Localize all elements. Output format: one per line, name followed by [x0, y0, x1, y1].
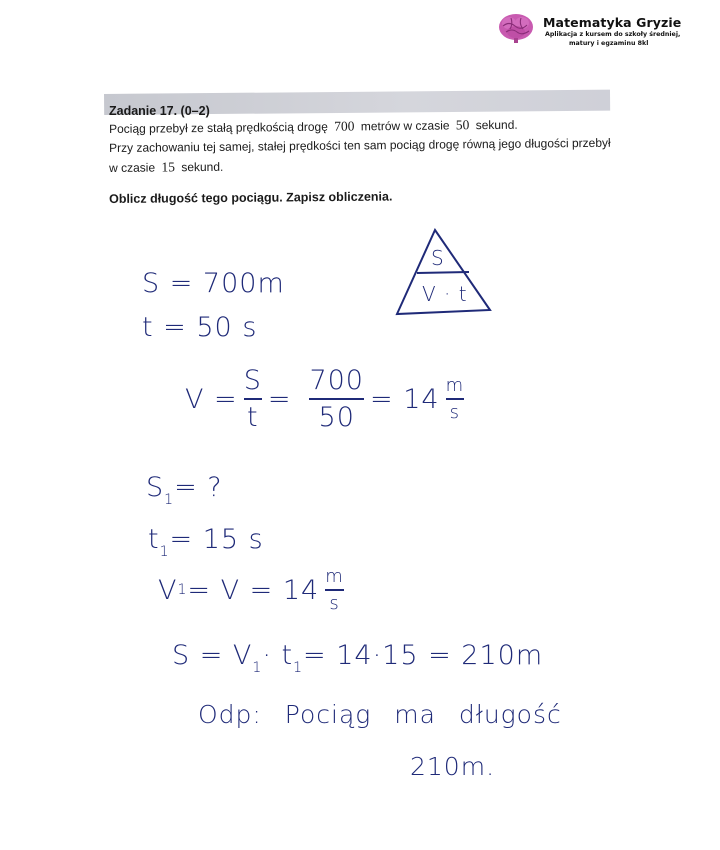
denominator: s: [329, 593, 340, 614]
text: =: [267, 383, 292, 415]
given-distance: S = 700m: [142, 268, 285, 299]
text: sekund.: [475, 117, 518, 133]
app-logo: [497, 12, 707, 52]
problem-line-1: [109, 117, 518, 137]
velocity-equation: [185, 365, 470, 433]
text: = 15 s: [169, 524, 264, 555]
numerator: 700: [309, 365, 364, 396]
denominator: 50: [318, 402, 355, 433]
numerator: S: [243, 365, 262, 396]
text: = V = 14: [187, 574, 320, 606]
task-title: Zadanie 17. (0–2): [109, 104, 210, 118]
distance-value: 700: [334, 118, 355, 134]
instruction: Oblicz długość tego pociągu. Zapisz obliczenia.: [109, 189, 393, 206]
triangle-top: S: [431, 246, 445, 270]
time-value-2: 15: [161, 159, 176, 175]
subscript: 1: [164, 492, 175, 508]
text: = ?: [174, 472, 223, 503]
brand-subtitle: Aplikacja z kursem do szkoły średniej,: [545, 31, 681, 38]
text: metrów w czasie: [360, 118, 450, 134]
numerator: m: [325, 566, 344, 587]
denominator: t: [246, 402, 259, 433]
unknown-distance: [146, 472, 223, 508]
fraction: [309, 365, 364, 433]
text: = 14·15 = 210m: [303, 640, 544, 671]
brand-name: Matematyka Gryzie: [543, 15, 682, 30]
subscript: 1: [177, 582, 188, 598]
text: t: [148, 524, 160, 555]
brain-icon: [497, 12, 535, 44]
given-velocity-2: [158, 566, 350, 614]
subscript: 1: [159, 544, 170, 560]
fraction: [244, 365, 262, 433]
final-calculation: [172, 640, 543, 676]
subscript: 1: [252, 660, 263, 676]
text: V =: [185, 383, 238, 415]
answer-line-1: Odp: Pociąg ma długość: [198, 700, 562, 729]
text: S: [146, 472, 165, 503]
brand-subtitle-2: matury i egzaminu 8kl: [569, 40, 649, 47]
text: Pociąg przebył ze stałą prędkością drogę: [109, 119, 328, 136]
text: w czasie: [109, 160, 156, 175]
numerator: m: [445, 375, 465, 396]
time-value: 50: [455, 117, 470, 133]
triangle-bottom: V · t: [422, 282, 468, 306]
problem-line-3: [109, 159, 223, 176]
denominator: s: [449, 402, 461, 423]
problem-line-2: Przy zachowaniu tej samej, stałej prędkości ten sam pociąg drogę równą jego długości przebył: [109, 135, 611, 155]
text: S = V: [172, 640, 253, 671]
text: · t: [262, 640, 294, 671]
given-time-2: [148, 524, 264, 560]
unit-fraction: [446, 375, 465, 423]
text: sekund.: [181, 159, 224, 175]
given-time: t = 50 s: [142, 312, 258, 343]
subscript: 1: [293, 660, 304, 676]
unit-fraction: [325, 566, 344, 614]
text: V: [158, 574, 178, 606]
answer-line-2: 210m.: [410, 752, 496, 781]
text: = 14: [370, 383, 440, 415]
